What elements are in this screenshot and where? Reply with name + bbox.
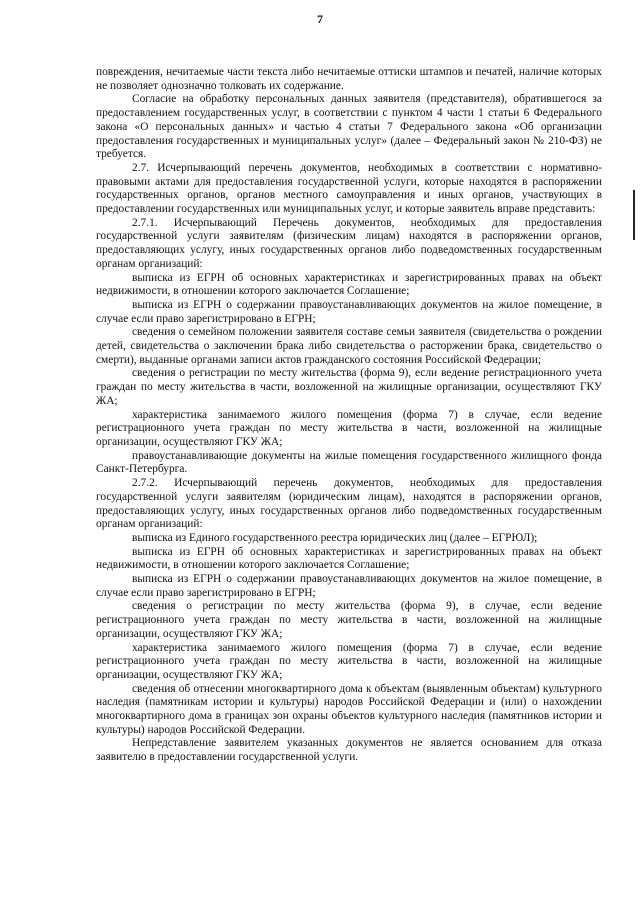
list-item: характеристика занимаемого жилого помещения (форма 7) в случае, если ведение регистрационного учета граждан по месту жительства в части, возложенной на жилищные организации, осуществляют ГКУ ЖА; bbox=[96, 641, 602, 681]
list-item: сведения о регистрации по месту жительства (форма 9), если ведение регистрационного учета граждан по месту жительства в части, возложенной на жилищные организации, осуществляют ГКУ ЖА; bbox=[96, 367, 602, 407]
paragraph-consent: Согласие на обработку персональных данных заявителя (представителя), обратившегося за предоставлением государственных услуг, в соответствии с пунктом 4 части 1 статьи 6 Федерального закона «О персональных данных» и частью 4 статьи 7 Федерального закона «Об организации предоставления государственных и муниципальных услуг» (далее – Федеральный закон № 210-ФЗ) не требуется. bbox=[96, 93, 602, 161]
list-item: выписка из ЕГРН о содержании правоустанавливающих документов на жилое помещение, в случае если право зарегистрировано в ЕГРН; bbox=[96, 298, 602, 325]
list-item: выписка из ЕГРН о содержании правоустанавливающих документов на жилое помещение, в случае если право зарегистрировано в ЕГРН; bbox=[96, 573, 602, 599]
document-body bbox=[96, 66, 602, 765]
scan-edge-mark bbox=[633, 190, 635, 240]
list-item: выписка из ЕГРН об основных характеристиках и зарегистрированных правах на объект недвижимости, в отношении которого заключается Соглашение; bbox=[96, 271, 602, 298]
paragraph-2-7-1: 2.7.1. Исчерпывающий Перечень документов, необходимых для предоставления государственной услуги заявителям (физическим лицам) находятся в распоряжении органов, предоставляющих услугу, иных государственных органов либо подведомственных государственным органам организаций: bbox=[96, 216, 602, 270]
list-item: сведения об отнесении многоквартирного дома к объектам (выявленным объектам) культурного наследия (памятникам истории и культуры) народов Российской Федерации и (или) о нахождении многоквартирного дома в границах зон охраны объектов культурного наследия (памятников истории и культуры) народов Российской Федерации. bbox=[96, 682, 602, 736]
paragraph-damage-continuation: повреждения, нечитаемые части текста либо нечитаемые оттиски штампов и печатей, наличие которых не позволяет однозначно толковать их содержание. bbox=[96, 66, 602, 92]
list-item: выписка из ЕГРН об основных характеристиках и зарегистрированных правах на объект недвижимости, в отношении которого заключается Соглашение; bbox=[96, 545, 602, 572]
list-item: сведения о регистрации по месту жительства (форма 9), в случае, если ведение регистрационного учета граждан по месту жительства в части, возложенной на жилищные организации, осуществляют ГКУ ЖА; bbox=[96, 600, 602, 640]
list-item: характеристика занимаемого жилого помещения (форма 7) в случае, если ведение регистрационного учета граждан по месту жительства в части, возложенной на жилищные организации, осуществляют ГКУ ЖА; bbox=[96, 408, 602, 448]
list-item: правоустанавливающие документы на жилые помещения государственного жилищного фонда Санкт-Петербурга. bbox=[96, 449, 602, 476]
paragraph-non-submission: Непредставление заявителем указанных документов не является основанием для отказа заявителю в предоставлении государственной услуги. bbox=[96, 737, 602, 764]
paragraph-2-7-2: 2.7.2. Исчерпывающий перечень документов, необходимых для предоставления государственной услуги заявителям (юридическим лицам), находятся в распоряжении органов, предоставляющих услугу, иных государственных органов либо подведомственных государственным органам организаций: bbox=[96, 477, 602, 531]
paragraph-2-7: 2.7. Исчерпывающий перечень документов, необходимых в соответствии с нормативно-правовыми актами для предоставления государственной услуги, которые находятся в распоряжении государственных органов, органов местного самоуправления и иных органов, участвующих в предоставлении государственных или муниципальных услуг, и которые заявитель вправе представить: bbox=[96, 161, 602, 216]
list-item: выписка из Единого государственного реестра юридических лиц (далее – ЕГРЮЛ); bbox=[132, 531, 538, 544]
list-item: сведения о семейном положении заявителя составе семьи заявителя (свидетельства о рождении детей, свидетельства о заключении брака либо свидетельства о расторжении брака, свидетельство о смерти), выданные органами записи актов гражданского состояния Российской Федерации; bbox=[96, 326, 602, 366]
page-number: 7 bbox=[317, 12, 323, 26]
